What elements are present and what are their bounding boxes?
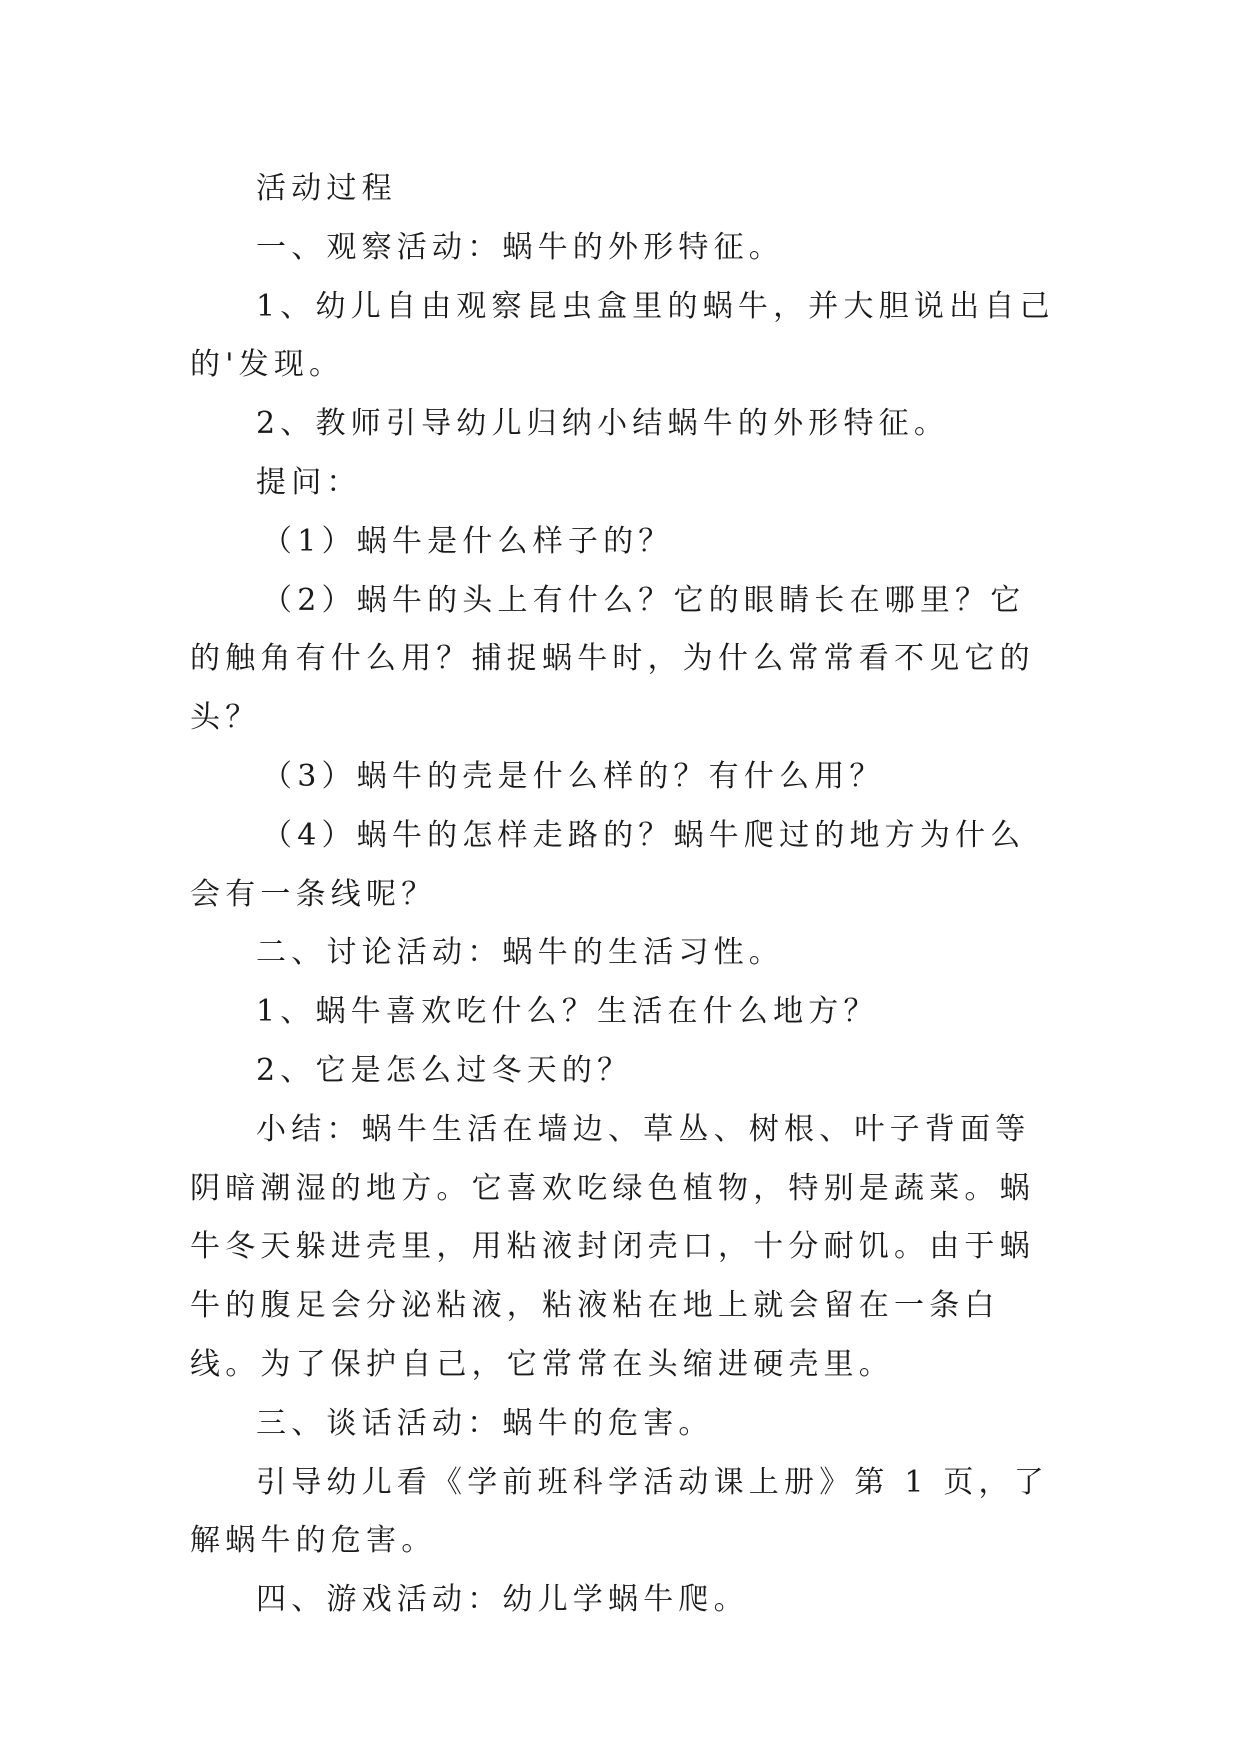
question-item: （2）蜗牛的头上有什么？它的眼睛长在哪里？它的触角有什么用？捕捉蜗牛时，为什么常常看不见它的头？: [190, 582, 1035, 736]
section-heading: 一、观察活动：蜗牛的外形特征。: [256, 229, 784, 265]
question-item: （3）蜗牛的壳是什么样的？有什么用？: [262, 758, 885, 794]
paragraph: 提问：: [256, 464, 362, 500]
paragraph: 1、幼儿自由观察昆虫盒里的蜗牛，并大胆说出自己的'发现。: [190, 288, 1055, 383]
question-item: （1）蜗牛是什么样子的？: [262, 523, 674, 559]
document-body: [190, 160, 1060, 1630]
paragraph: 引导幼儿看《学前班科学活动课上册》第 1 页，了解蜗牛的危害。: [190, 1464, 1049, 1559]
section-heading: 三、谈话活动：蜗牛的危害。: [256, 1405, 714, 1441]
section-heading: 二、讨论活动：蜗牛的生活习性。: [256, 935, 784, 971]
summary-paragraph: 小结：蜗牛生活在墙边、草丛、树根、叶子背面等阴暗潮湿的地方。它喜欢吃绿色植物，特别是蔬菜。蜗牛冬天躲进壳里，用粘液封闭壳口，十分耐饥。由于蜗牛的腹足会分泌粘液，粘液粘在地上就会留在一条白线。为了保护自己，它常常在头缩进硬壳里。: [190, 1111, 1035, 1382]
question-item: （4）蜗牛的怎样走路的？蜗牛爬过的地方为什么会有一条线呢？: [190, 817, 1026, 912]
paragraph: 2、它是怎么过冬天的？: [256, 1052, 633, 1088]
section-heading: 活动过程: [256, 171, 397, 206]
paragraph: 2、教师引导幼儿归纳小结蜗牛的外形特征。: [256, 406, 950, 442]
paragraph: 1、蜗牛喜欢吃什么？生活在什么地方？: [256, 994, 879, 1030]
section-heading: 四、游戏活动：幼儿学蜗牛爬。: [256, 1582, 749, 1618]
